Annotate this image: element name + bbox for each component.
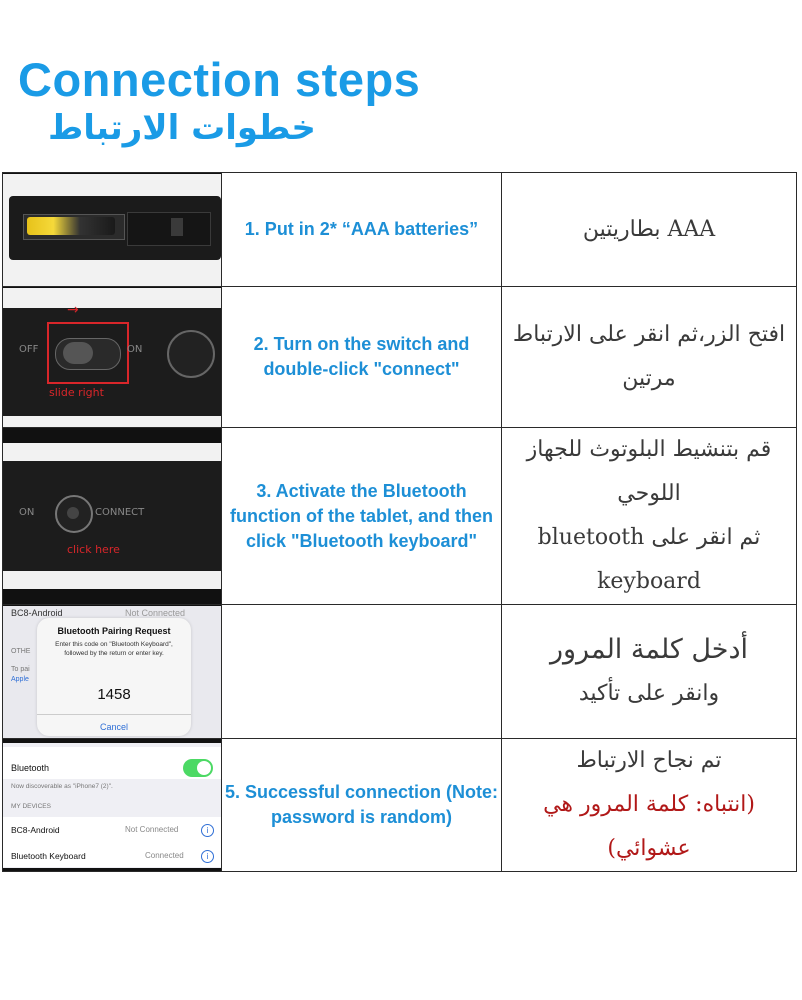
battery-cover-graphic — [127, 212, 211, 246]
on-label: ON — [19, 507, 35, 518]
pair-text-partial: To pai — [11, 665, 30, 673]
step-1-en: 1. Put in 2* “AAA batteries” — [222, 173, 502, 287]
step-2-en: 2. Turn on the switch and double-click "connect" — [222, 287, 502, 428]
step-5-en: 5. Successful connection (Note: password is random) — [222, 739, 502, 872]
device-list — [3, 817, 221, 867]
step-2-image — [3, 287, 222, 428]
button-center-graphic — [67, 507, 79, 519]
click-here-label: click here — [67, 543, 120, 556]
dialog-message: Enter this code on "Bluetooth Keyboard", followed by the return or enter key. — [55, 640, 173, 657]
step-4-ar-line1: أدخل كلمة المرور — [549, 633, 749, 665]
info-icon[interactable]: i — [201, 850, 214, 863]
step-2-ar: افتح الزر،ثم انقر على الارتباط مرتين — [502, 287, 797, 428]
step-4-image — [3, 605, 222, 739]
apple-link-partial: Apple — [11, 675, 29, 683]
step-4-ar — [502, 605, 797, 739]
step-4-ar-line2: وانقر على تأكيد — [578, 680, 720, 706]
title-arabic: خطوات الارتباط — [48, 108, 316, 148]
device-name[interactable]: BC8-Android — [11, 824, 60, 835]
dialog-title: Bluetooth Pairing Request — [57, 625, 171, 636]
others-label-partial: OTHE — [11, 647, 31, 655]
my-devices-header: MY DEVICES — [11, 802, 51, 810]
connect-label: CONNECT — [95, 507, 145, 518]
discoverable-text: Now discoverable as "iPhone7 (2)". — [11, 782, 113, 790]
steps-table — [2, 172, 797, 872]
step-row-5 — [3, 739, 797, 872]
step-5-image — [3, 739, 222, 872]
device-status: Not Connected — [125, 824, 179, 834]
step-5-ar — [502, 739, 797, 872]
bluetooth-row — [3, 747, 221, 779]
off-label: OFF — [19, 343, 39, 355]
on-label: ON — [127, 343, 143, 355]
dialog-divider — [37, 714, 191, 715]
device-name[interactable]: Bluetooth Keyboard — [11, 850, 86, 861]
step-3-image — [3, 428, 222, 605]
step-5-ar-line1: تم نجاح الارتباط — [576, 748, 722, 773]
step-1-image — [3, 173, 222, 287]
step-4-en — [222, 605, 502, 739]
step-row-4 — [3, 605, 797, 739]
step-1-ar: AAA بطاريتين — [502, 173, 797, 287]
step-row-1 — [3, 173, 797, 287]
step-row-2 — [3, 287, 797, 428]
device-status: Connected — [145, 850, 184, 860]
cancel-button[interactable]: Cancel — [99, 721, 128, 732]
device-name-partial: BC8-Android — [11, 607, 63, 618]
step-3-ar-line1: قم بتنشيط البلوتوث للجهاز اللوحي — [526, 437, 772, 506]
connect-button-graphic — [167, 330, 215, 378]
device-status-partial: Not Connected — [125, 607, 186, 618]
step-row-3 — [3, 428, 797, 605]
bluetooth-label: Bluetooth — [11, 762, 50, 773]
pairing-dialog — [37, 618, 191, 736]
step-3-en: 3. Activate the Bluetooth function of the tablet, and then click "Bluetooth keyboard" — [222, 428, 502, 605]
pairing-code: 1458 — [97, 685, 131, 703]
info-icon[interactable]: i — [201, 824, 214, 837]
step-5-ar-line2: (انتباه: كلمة المرور هي عشوائي) — [543, 792, 755, 861]
highlight-box — [47, 322, 129, 384]
step-3-ar — [502, 428, 797, 605]
title-english: Connection steps — [18, 53, 421, 106]
slide-right-label: slide right — [49, 385, 104, 399]
step-3-ar-line2: ثم انقر على bluetooth keyboard — [537, 525, 761, 594]
toggle-knob — [197, 761, 211, 775]
arrow-right-icon: → — [67, 301, 79, 318]
bluetooth-toggle[interactable] — [183, 759, 213, 777]
battery-graphic — [27, 217, 115, 235]
cover-grip-graphic — [171, 218, 183, 236]
